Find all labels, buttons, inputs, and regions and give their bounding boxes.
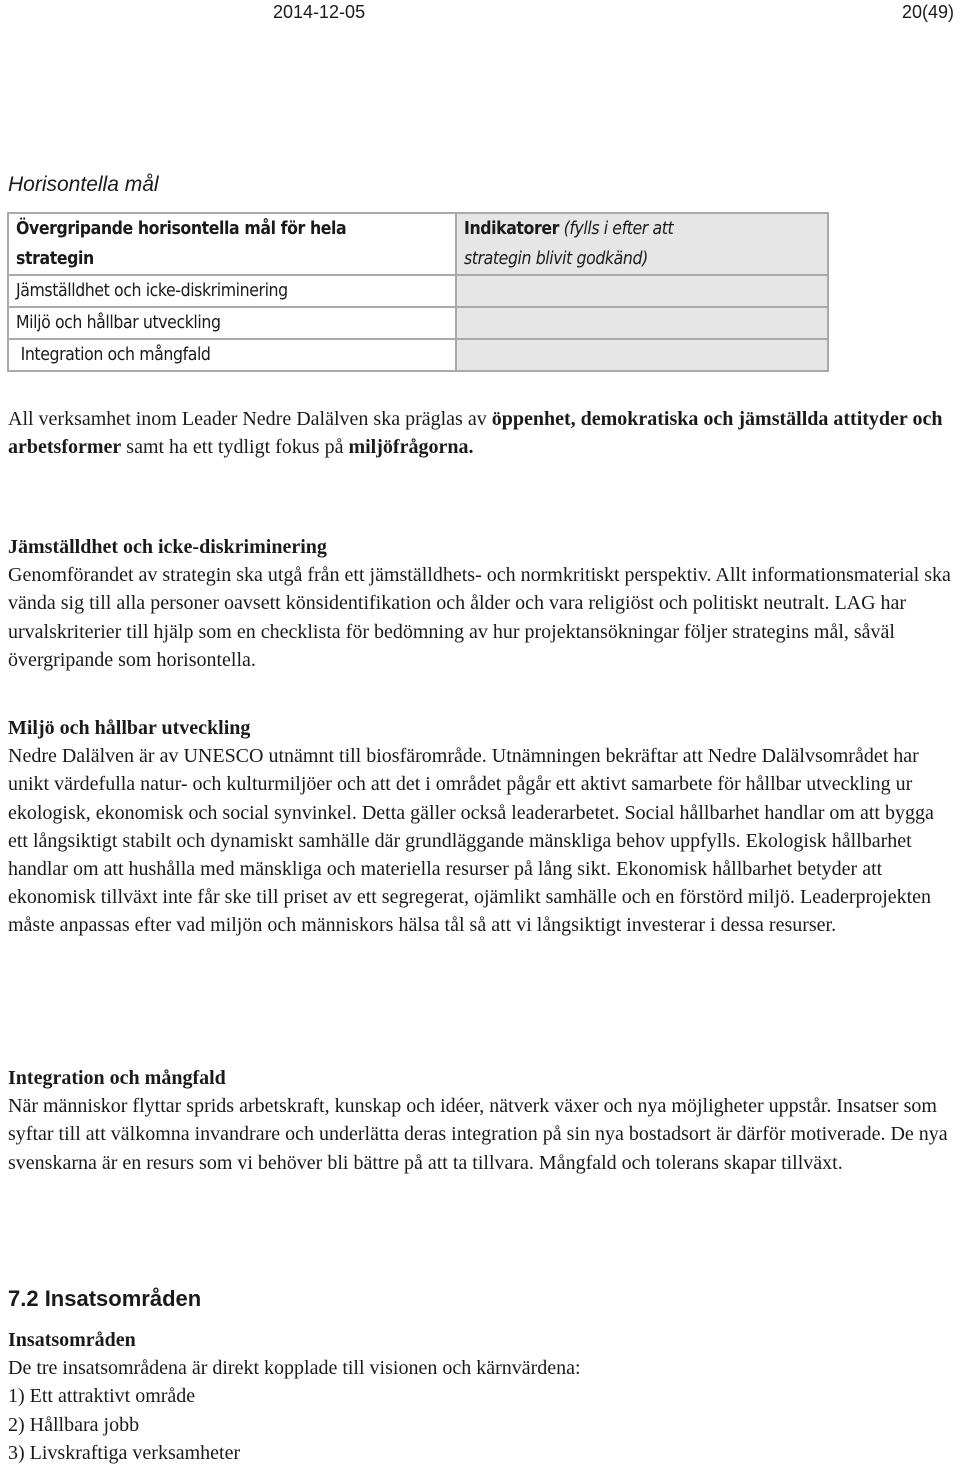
header-date: 2014-12-05 — [273, 2, 366, 22]
section-integration — [8, 1064, 953, 1177]
section-environment — [8, 714, 953, 940]
goals-table-row-label: Miljö och hållbar utveckling — [8, 307, 456, 339]
page-number: 20(49) — [901, 2, 954, 22]
goals-table-row-indicator — [456, 339, 828, 371]
section-heading: Insatsområden — [8, 1329, 136, 1351]
horizontal-goals-title: Horisontella mål — [8, 173, 159, 196]
goals-table-row-label: Jämställdhet och icke-diskriminering — [8, 275, 456, 307]
list-item: 1) Ett attraktivt område — [8, 1385, 196, 1408]
intro-paragraph: All verksamhet inom Leader Nedre Dalälven ska präglas av öppenhet, demokratiska och jämställda attityder och arbetsformer samt ha ett tydligt fokus på miljöfrågorna. — [8, 408, 943, 459]
goals-table-left-heading: Övergripande horisontella mål för hela strategin — [8, 213, 456, 275]
section-intro: De tre insatsområdena är direkt kopplade till visionen och kärnvärdena: — [8, 1357, 581, 1380]
section-equality — [8, 533, 953, 674]
section-body: När människor flyttar sprids arbetskraft, kunskap och idéer, nätverk växer och nya möjligheter uppstår. Insatser som syftar till att välkomna invandrare och underlätta deras integration på sin nya bostadsort är därför motiverade. De nya svenskarna är en resurs som vi behöver bli bättre på att ta tillvara. Mångfald och tolerans skapar tillväxt. — [8, 1095, 948, 1174]
section-body: Genomförandet av strategin ska utgå från ett jämställdhets- och normkritiskt perspektiv. Allt informationsmaterial ska vända sig till alla personer oavsett könsidentifikation och ålder och vara religiöst och politiskt neutralt. LAG har urvalskriterier till hjälp som en checklista för bedömning av hur projektansökningar följer strategins mål, såväl övergripande som horisontella. — [8, 564, 951, 671]
goals-table-row-label: Integration och mångfald — [8, 339, 456, 371]
section-7-2-title: 7.2 Insatsområden — [8, 1286, 202, 1311]
section-heading: Integration och mångfald — [8, 1067, 226, 1089]
list-item: 3) Livskraftiga verksamheter — [8, 1441, 241, 1464]
goals-table-row-indicator — [456, 275, 828, 307]
list-item: 2) Hållbara jobb — [8, 1413, 140, 1436]
section-body: Nedre Dalälven är av UNESCO utnämnt till biosfärområde. Utnämningen bekräftar att Nedre Dalälvsområdet har unikt värdefulla natur- och kulturmiljöer och att det i området pågår ett aktivt samarbete för hållbar utveckling ur ekologisk, ekonomisk och social synvinkel. Detta gäller också leaderarbetet. Social hållbarhet handlar om att bygga ett långsiktigt stabilt och dynamiskt samhälle där grundläggande mänskliga behov uppfylls. Ekologisk hållbarhet handlar om att hushålla med mänskliga och materiella resurser på lång sikt. Ekonomisk hållbarhet betyder att ekonomisk tillväxt inte får ske till priset av ett segregerat, ojämlikt samhälle och en förstörd miljö. Leaderprojekten måste anpassas efter vad miljön och människors hälsa tål så att vi långsiktigt investerar i dessa resurser. — [8, 745, 934, 937]
section-heading: Miljö och hållbar utveckling — [8, 717, 251, 739]
section-insatsomraden — [8, 1326, 953, 1467]
page-header — [0, 0, 960, 34]
goals-table — [7, 212, 829, 372]
goals-table-right-heading: Indikatorer (fylls i efter att strategin blivit godkänd) — [456, 213, 828, 275]
goals-table-row-indicator — [456, 307, 828, 339]
section-heading: Jämställdhet och icke-diskriminering — [8, 536, 327, 558]
